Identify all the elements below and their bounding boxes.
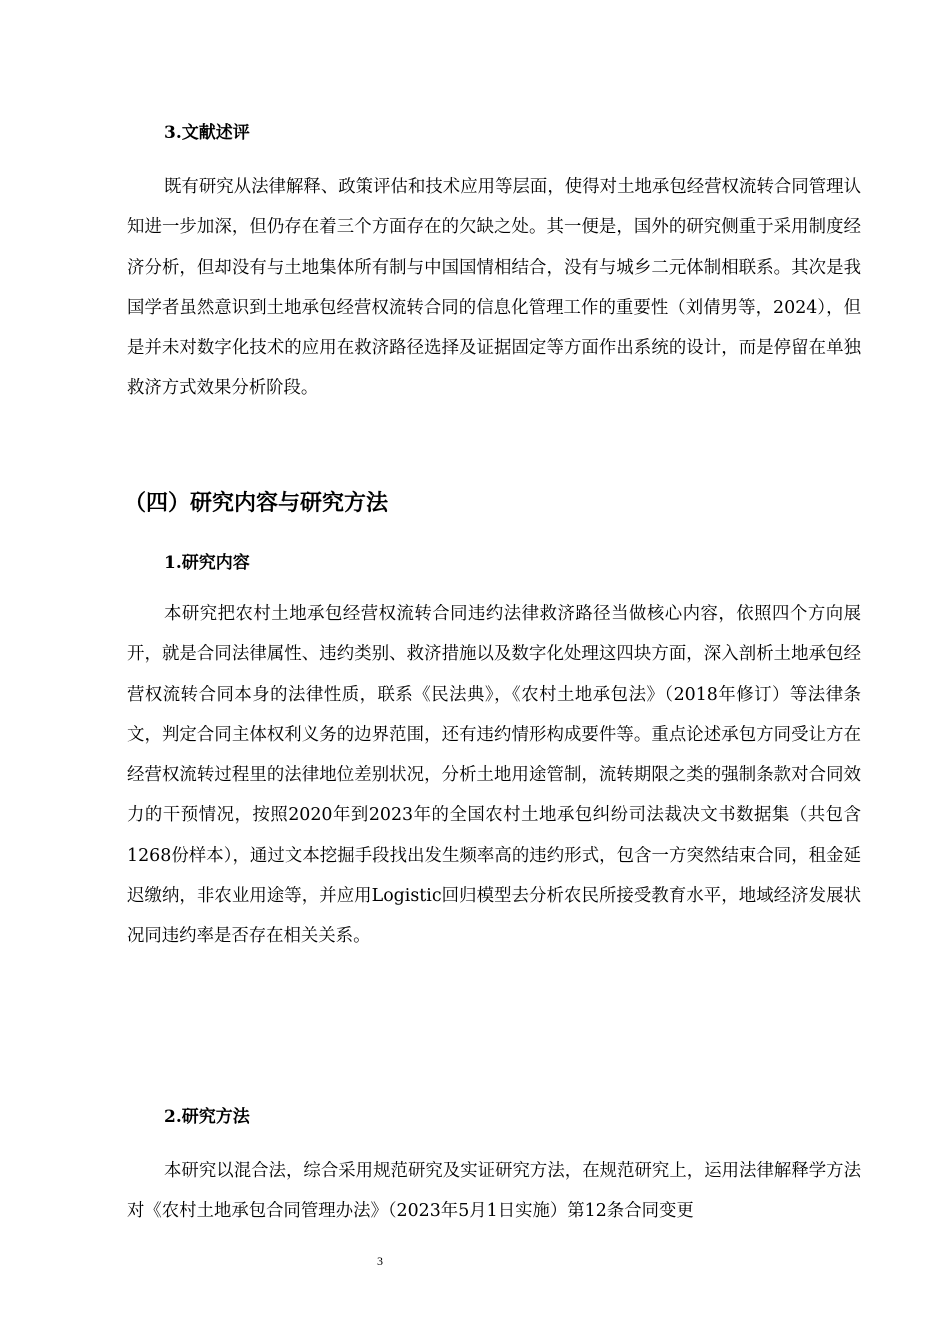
section-heading-literature-review: 3.文献述评 bbox=[164, 123, 250, 143]
chapter-heading: （四）研究内容与研究方法 bbox=[124, 490, 389, 516]
page-number: 3 bbox=[377, 1254, 383, 1268]
research-content-paragraph: 本研究把农村土地承包经营权流转合同违约法律救济路径当做核心内容，依照四个方向展开，就是合同法律属性、违约类别、救济措施以及数字化处理这四块方面，深入剖析土地承包经营权流转合同本身的法律性质，联系《民法典》，《农村土地承包法》（2018年修订）等法律条文，判定合同主体权利义务的边界范围，还有违约情形构成要件等。重点论述承包方同受让方在经营权流转过程里的法律地位差别状况，分析土地用途管制，流转期限之类的强制条款对合同效力的干预情况，按照2020年到2023年的全国农村土地承包纠纷司法裁决文书数据集（共包含1268份样本），通过文本挖掘手段找出发生频率高的违约形式，包含一方突然结束合同，租金延迟缴纳，非农业用途等，并应用Logistic回归模型去分析农民所接受教育水平，地域经济发展状况同违约率是否存在相关关系。 bbox=[127, 604, 861, 947]
research-method-paragraph: 本研究以混合法，综合采用规范研究及实证研究方法，在规范研究上，运用法律解释学方法对《农村土地承包合同管理办法》（2023年5月1日实施）第12条合同变更 bbox=[127, 1161, 861, 1222]
literature-review-paragraph: 既有研究从法律解释、政策评估和技术应用等层面，使得对土地承包经营权流转合同管理认知进一步加深，但仍存在着三个方面存在的欠缺之处。其一便是，国外的研究侧重于采用制度经济分析，但却没有与土地集体所有制与中国国情相结合，没有与城乡二元体制相联系。其次是我国学者虽然意识到土地承包经营权流转合同的信息化管理工作的重要性（刘倩男等，2024），但是并未对数字化技术的应用在救济路径选择及证据固定等方面作出系统的设计，而是停留在单独救济方式效果分析阶段。 bbox=[127, 177, 861, 399]
section-heading-research-content: 1.研究内容 bbox=[164, 553, 250, 573]
section-heading-research-method: 2.研究方法 bbox=[164, 1107, 250, 1127]
